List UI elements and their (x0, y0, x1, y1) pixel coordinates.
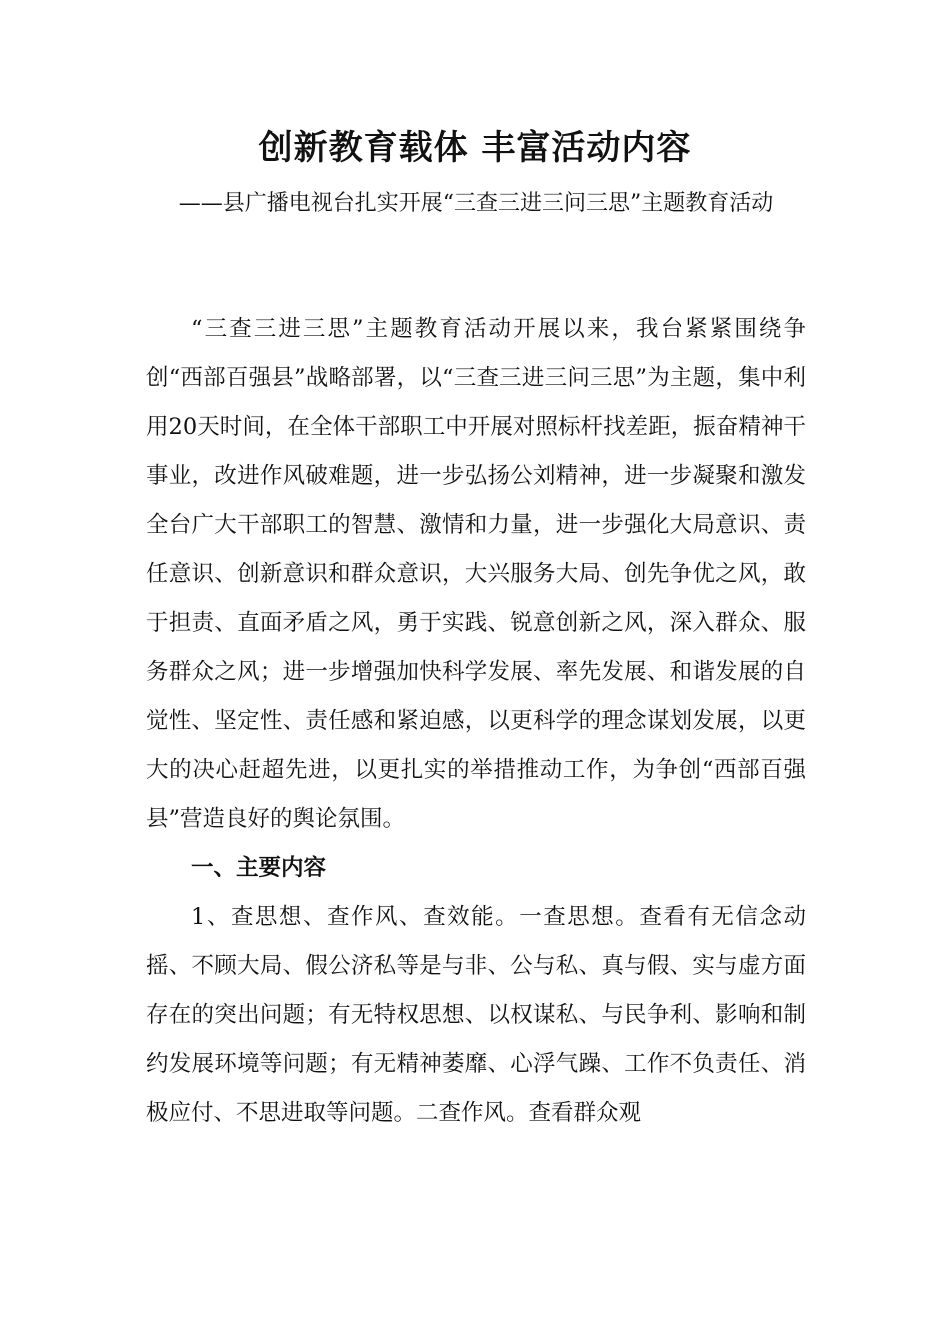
section-heading: 一、主要内容 (191, 855, 327, 881)
document-title: 创新教育载体 丰富活动内容 (258, 128, 692, 168)
document-body (146, 305, 806, 1138)
section-paragraph: 1、查思想、查作风、查效能。一查思想。查看有无信念动摇、不顾大局、假公济私等是与非、公与私、真与假、实与虚方面存在的突出问题；有无特权思想、以权谋私、与民争利、影响和制约发展环境等问题；有无精神萎靡、心浮气躁、工作不负责任、消极应付、不思进取等问题。二查作风。查看群众观 (146, 904, 806, 1126)
intro-paragraph: “三查三进三思”主题教育活动开展以来，我台紧紧围绕争创“西部百强县”战略部署，以“三查三进三问三思”为主题，集中利用20天时间，在全体干部职工中开展对照标杆找差距，振奋精神干事业，改进作风破难题，进一步弘扬公刘精神，进一步凝聚和激发全台广大干部职工的智慧、激情和力量，进一步强化大局意识、责任意识、创新意识和群众意识，大兴服务大局、创先争优之风，敢于担责、直面矛盾之风，勇于实践、锐意创新之风，深入群众、服务群众之风；进一步增强加快科学发展、率先发展、和谐发展的自觉性、坚定性、责任感和紧迫感，以更科学的理念谋划发展，以更大的决心赶超先进，以更扎实的举措推动工作，为争创“西部百强县”营造良好的舆论氛围。 (146, 316, 806, 832)
document-subtitle: ——县广播电视台扎实开展“三查三进三问三思”主题教育活动 (178, 191, 774, 216)
